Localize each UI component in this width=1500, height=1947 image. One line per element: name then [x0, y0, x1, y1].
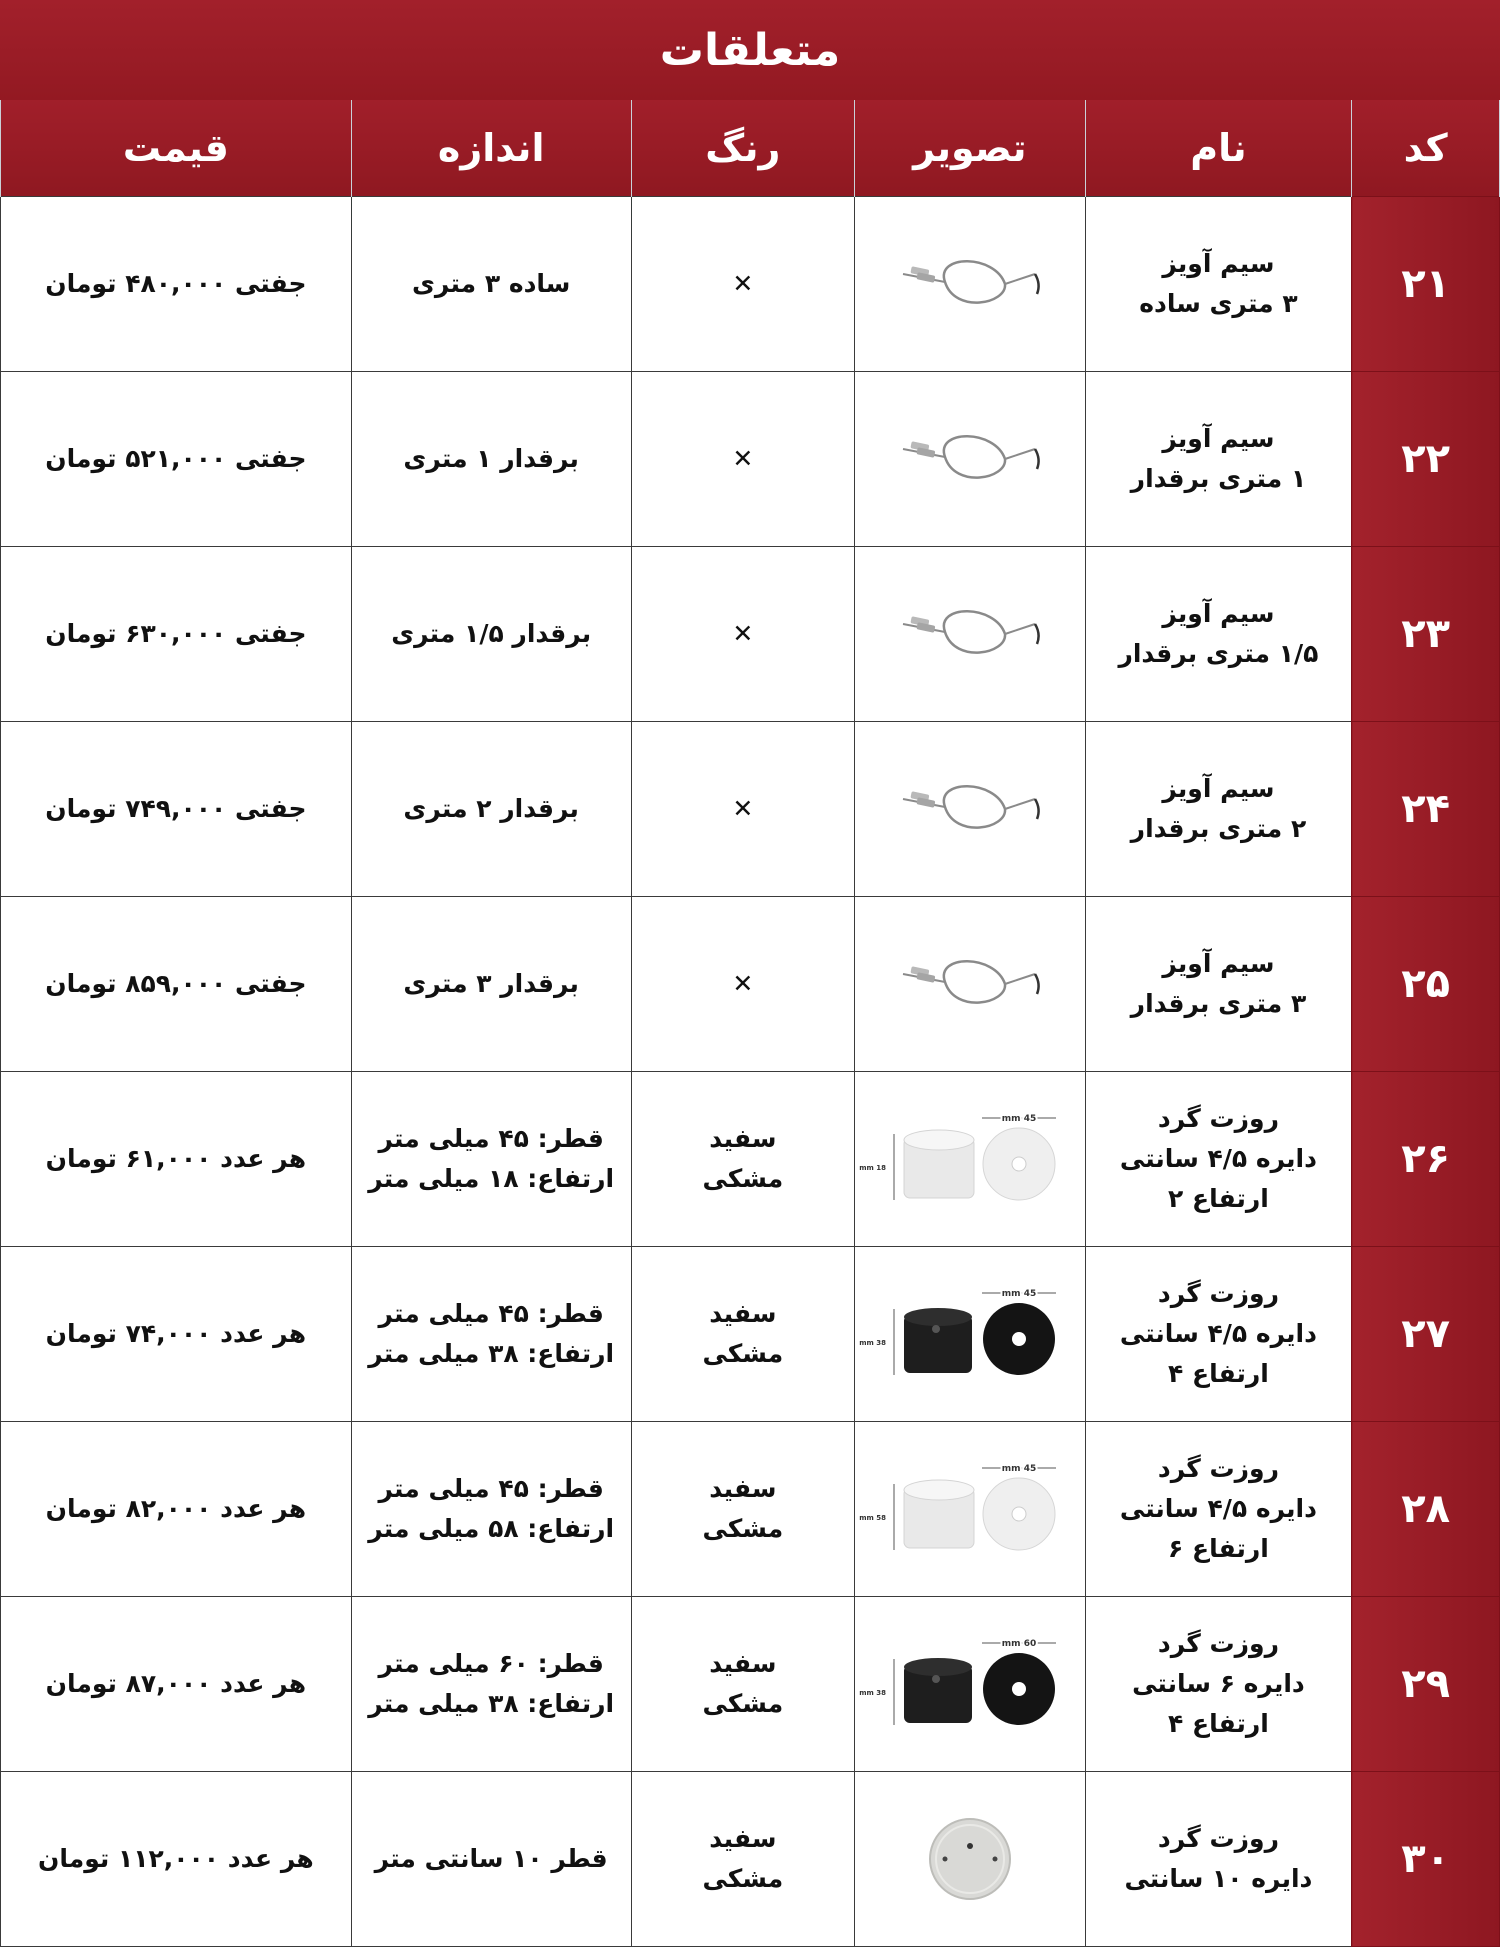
- image-cell: [855, 722, 1086, 897]
- rosette-black-icon: [856, 1279, 1084, 1389]
- price-cell: جفتی ۵۲۱,۰۰۰ تومان: [1, 372, 352, 547]
- header-size: اندازه: [351, 100, 631, 197]
- color-cell: [631, 1597, 854, 1772]
- table-row: [1, 1072, 1500, 1247]
- name-line: سیم آویز: [1162, 424, 1275, 453]
- size-line: قطر: ۶۰ میلی متر: [378, 1649, 604, 1678]
- table-row: [1, 1597, 1500, 1772]
- size-line: قطر: ۴۵ میلی متر: [378, 1299, 604, 1328]
- size-line: قطر: ۴۵ میلی متر: [378, 1474, 604, 1503]
- color-cell: [631, 1772, 854, 1947]
- name-line: سیم آویز: [1162, 774, 1275, 803]
- code-cell: ۲۸: [1352, 1422, 1500, 1597]
- color-cell: [631, 197, 854, 372]
- code-cell: ۲۹: [1352, 1597, 1500, 1772]
- header-price: قیمت: [1, 100, 352, 197]
- name-cell: [1085, 547, 1352, 722]
- name-cell: [1085, 1772, 1352, 1947]
- code-cell: ۳۰: [1352, 1772, 1500, 1947]
- name-line: ۱ متری برقدار: [1130, 464, 1307, 493]
- wire-icon: [856, 944, 1084, 1024]
- name-cell: [1085, 1422, 1352, 1597]
- page-title: متعلقات: [0, 0, 1500, 103]
- name-cell: [1085, 1597, 1352, 1772]
- size-line: برقدار ۱/۵ متری: [391, 619, 592, 648]
- size-cell: [351, 1597, 631, 1772]
- price-cell: هر عدد ۷۴,۰۰۰ تومان: [1, 1247, 352, 1422]
- color-cell: [631, 1072, 854, 1247]
- name-line: ۲ متری برقدار: [1130, 814, 1307, 843]
- name-line: روزت گرد: [1157, 1279, 1279, 1308]
- table-row: [1, 722, 1500, 897]
- price-cell: هر عدد ۶۱,۰۰۰ تومان: [1, 1072, 352, 1247]
- image-cell: [855, 1247, 1086, 1422]
- header-row: [1, 100, 1500, 197]
- color-line: سفید: [709, 1824, 777, 1853]
- dimension-label: 60 mm: [1001, 1639, 1037, 1649]
- image-cell: [855, 1422, 1086, 1597]
- rosette-white-icon: [856, 1104, 1084, 1214]
- size-line: ارتفاع: ۱۸ میلی متر: [368, 1164, 615, 1193]
- table-row: [1, 1772, 1500, 1947]
- table-row: [1, 372, 1500, 547]
- dimension-label: 18 mm: [859, 1164, 886, 1172]
- dimension-label: 45 mm: [1001, 1464, 1037, 1474]
- name-line: ۳ متری برقدار: [1130, 989, 1307, 1018]
- size-cell: [351, 547, 631, 722]
- size-cell: [351, 1422, 631, 1597]
- color-line: ✕: [732, 444, 754, 473]
- image-cell: [855, 547, 1086, 722]
- color-cell: [631, 1247, 854, 1422]
- header-name: نام: [1085, 100, 1352, 197]
- name-line: روزت گرد: [1157, 1454, 1279, 1483]
- name-cell: [1085, 722, 1352, 897]
- wire-icon: [856, 244, 1084, 324]
- size-cell: [351, 1247, 631, 1422]
- table-row: [1, 547, 1500, 722]
- name-line: ارتفاع ۶: [1168, 1534, 1269, 1563]
- name-line: دایره ۱۰ سانتی: [1124, 1864, 1313, 1893]
- color-line: سفید: [709, 1299, 777, 1328]
- dimension-label: 58 mm: [859, 1514, 886, 1522]
- size-line: قطر ۱۰ سانتی متر: [374, 1844, 608, 1873]
- name-cell: [1085, 897, 1352, 1072]
- size-cell: [351, 897, 631, 1072]
- wire-icon: [856, 769, 1084, 849]
- code-cell: ۲۱: [1352, 197, 1500, 372]
- size-line: برقدار ۱ متری: [403, 444, 579, 473]
- color-line: سفید: [709, 1649, 777, 1678]
- image-cell: [855, 197, 1086, 372]
- color-cell: [631, 897, 854, 1072]
- price-cell: جفتی ۶۳۰,۰۰۰ تومان: [1, 547, 352, 722]
- color-line: مشکی: [702, 1339, 784, 1368]
- price-cell: جفتی ۴۸۰,۰۰۰ تومان: [1, 197, 352, 372]
- color-line: ✕: [732, 969, 754, 998]
- size-line: برقدار ۲ متری: [403, 794, 579, 823]
- color-line: ✕: [732, 619, 754, 648]
- table-row: [1, 1247, 1500, 1422]
- color-line: مشکی: [702, 1514, 784, 1543]
- header-code: کد: [1352, 100, 1500, 197]
- table-row: [1, 1422, 1500, 1597]
- name-line: سیم آویز: [1162, 949, 1275, 978]
- color-line: ✕: [732, 794, 754, 823]
- size-cell: [351, 197, 631, 372]
- name-line: ۳ متری ساده: [1139, 289, 1298, 318]
- dimension-label: 38 mm: [859, 1339, 886, 1347]
- dimension-label: 45 mm: [1001, 1289, 1037, 1299]
- name-line: ارتفاع ۲: [1168, 1184, 1269, 1213]
- name-line: سیم آویز: [1162, 249, 1275, 278]
- wire-icon: [856, 594, 1084, 674]
- code-cell: ۲۳: [1352, 547, 1500, 722]
- color-cell: [631, 722, 854, 897]
- name-line: روزت گرد: [1157, 1629, 1279, 1658]
- dimension-label: 45 mm: [1001, 1114, 1037, 1124]
- code-cell: ۲۵: [1352, 897, 1500, 1072]
- name-cell: [1085, 197, 1352, 372]
- code-cell: ۲۶: [1352, 1072, 1500, 1247]
- name-line: ۱/۵ متری برقدار: [1118, 639, 1319, 668]
- size-cell: [351, 722, 631, 897]
- name-line: سیم آویز: [1162, 599, 1275, 628]
- size-line: ارتفاع: ۵۸ میلی متر: [368, 1514, 615, 1543]
- price-cell: جفتی ۷۴۹,۰۰۰ تومان: [1, 722, 352, 897]
- price-cell: هر عدد ۱۱۲,۰۰۰ تومان: [1, 1772, 352, 1947]
- name-line: ارتفاع ۴: [1168, 1359, 1269, 1388]
- color-cell: [631, 1422, 854, 1597]
- size-cell: [351, 372, 631, 547]
- color-cell: [631, 372, 854, 547]
- name-cell: [1085, 1247, 1352, 1422]
- plate-icon: [856, 1804, 1084, 1914]
- name-cell: [1085, 372, 1352, 547]
- name-line: ارتفاع ۴: [1168, 1709, 1269, 1738]
- image-cell: [855, 1772, 1086, 1947]
- color-line: ✕: [732, 269, 754, 298]
- price-cell: جفتی ۸۵۹,۰۰۰ تومان: [1, 897, 352, 1072]
- name-line: دایره ۶ سانتی: [1132, 1669, 1305, 1698]
- name-line: روزت گرد: [1157, 1104, 1279, 1133]
- size-line: ساده ۳ متری: [411, 269, 571, 298]
- image-cell: [855, 897, 1086, 1072]
- color-line: مشکی: [702, 1864, 784, 1893]
- name-cell: [1085, 1072, 1352, 1247]
- code-cell: ۲۴: [1352, 722, 1500, 897]
- size-line: قطر: ۴۵ میلی متر: [378, 1124, 604, 1153]
- wire-icon: [856, 419, 1084, 499]
- color-cell: [631, 547, 854, 722]
- table-row: [1, 197, 1500, 372]
- size-cell: [351, 1772, 631, 1947]
- size-line: ارتفاع: ۳۸ میلی متر: [368, 1339, 615, 1368]
- header-image: تصویر: [855, 100, 1086, 197]
- rosette-black-icon: [856, 1629, 1084, 1739]
- code-cell: ۲۲: [1352, 372, 1500, 547]
- name-line: روزت گرد: [1157, 1824, 1279, 1853]
- header-color: رنگ: [631, 100, 854, 197]
- name-line: دایره ۴/۵ سانتی: [1119, 1144, 1317, 1173]
- table-row: [1, 897, 1500, 1072]
- price-cell: هر عدد ۸۷,۰۰۰ تومان: [1, 1597, 352, 1772]
- image-cell: [855, 1597, 1086, 1772]
- name-line: دایره ۴/۵ سانتی: [1119, 1319, 1317, 1348]
- size-line: برقدار ۳ متری: [403, 969, 579, 998]
- image-cell: [855, 1072, 1086, 1247]
- name-line: دایره ۴/۵ سانتی: [1119, 1494, 1317, 1523]
- color-line: مشکی: [702, 1689, 784, 1718]
- dimension-label: 38 mm: [859, 1689, 886, 1697]
- color-line: سفید: [709, 1124, 777, 1153]
- color-line: مشکی: [702, 1164, 784, 1193]
- price-cell: هر عدد ۸۲,۰۰۰ تومان: [1, 1422, 352, 1597]
- size-cell: [351, 1072, 631, 1247]
- size-line: ارتفاع: ۳۸ میلی متر: [368, 1689, 615, 1718]
- code-cell: ۲۷: [1352, 1247, 1500, 1422]
- accessories-table: [0, 100, 1500, 1947]
- image-cell: [855, 372, 1086, 547]
- color-line: سفید: [709, 1474, 777, 1503]
- rosette-white-icon: [856, 1454, 1084, 1564]
